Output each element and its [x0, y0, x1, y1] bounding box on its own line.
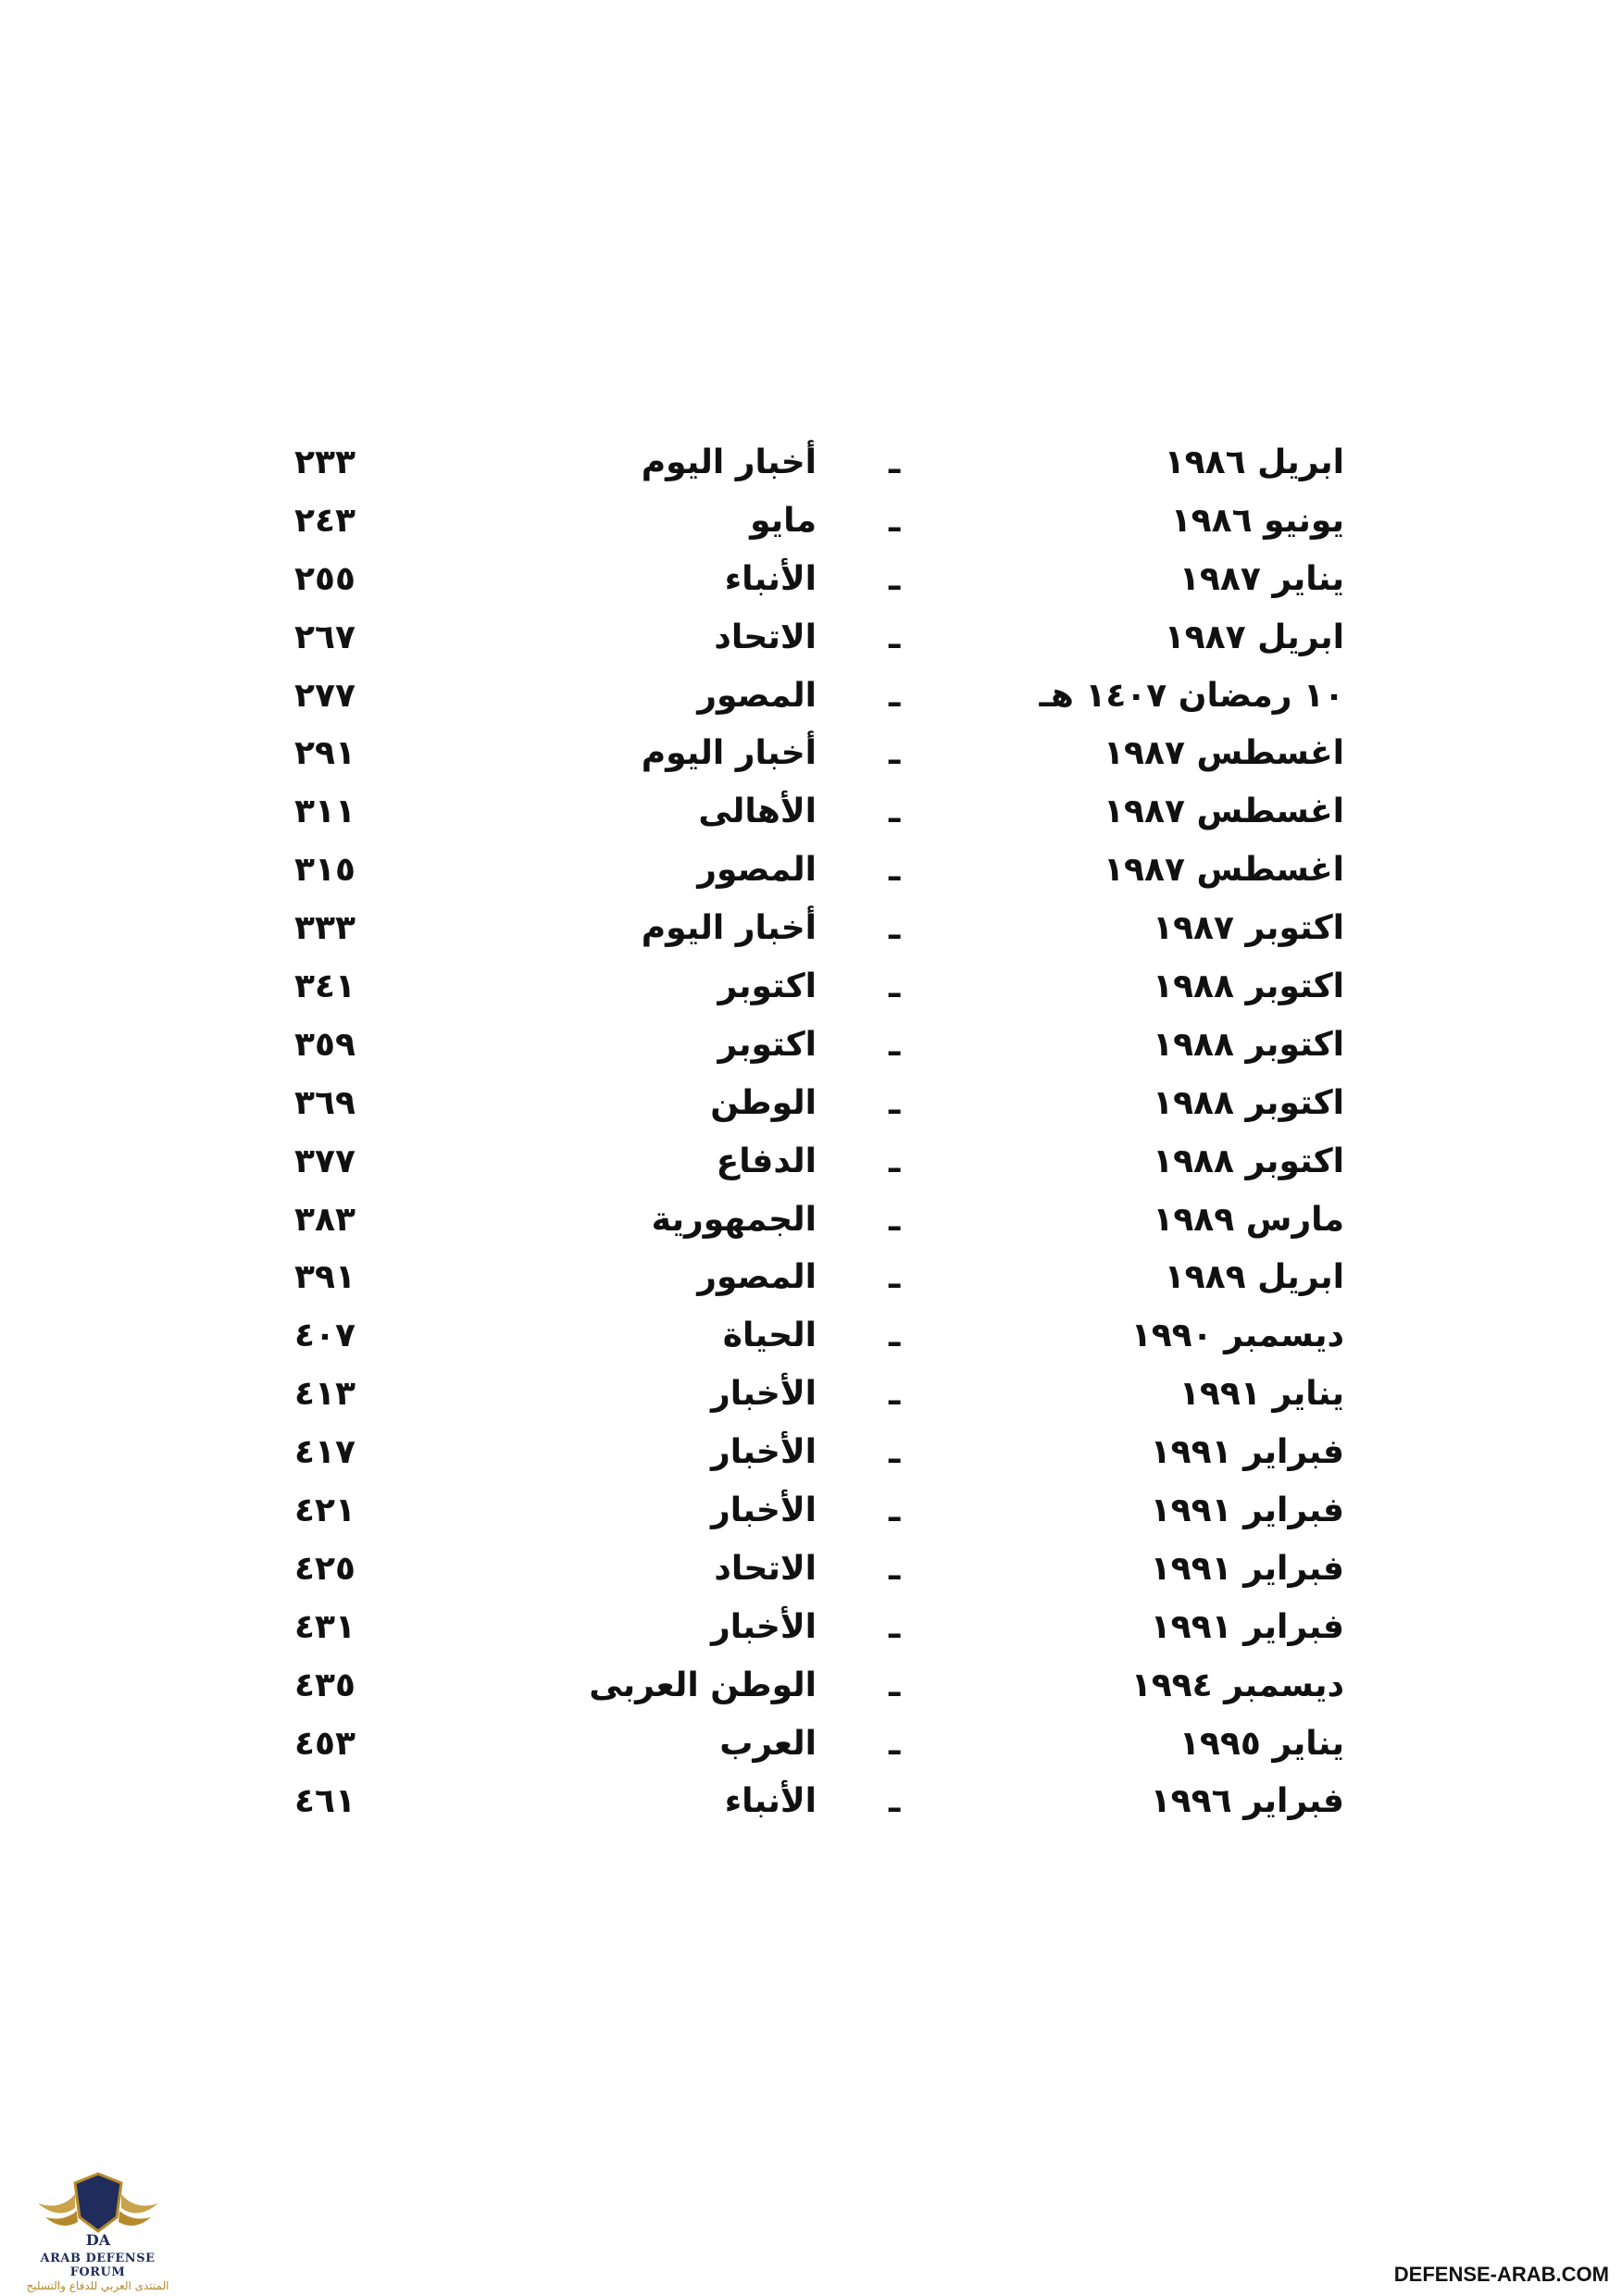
dash-cell: ـ — [889, 1666, 901, 1704]
date-cell: مارس ١٩٨٩ — [1153, 1200, 1344, 1239]
index-row — [0, 676, 1622, 734]
dash-cell: ـ — [889, 967, 901, 1006]
index-row — [0, 1724, 1622, 1782]
logo-mark: DA — [85, 2231, 110, 2249]
page-cell: ٣٦٩ — [294, 1083, 356, 1122]
index-row — [0, 1432, 1622, 1491]
index-row — [0, 792, 1622, 850]
source-cell: الحياة — [722, 1316, 817, 1355]
source-cell: أخبار اليوم — [641, 909, 817, 948]
source-cell: الاتحاد — [714, 618, 817, 656]
date-cell: يونيو ١٩٨٦ — [1170, 501, 1344, 540]
dash-cell: ـ — [889, 1142, 901, 1180]
dash-cell: ـ — [889, 1433, 901, 1472]
source-cell: الوطن — [710, 1083, 817, 1122]
source-cell: الأخبار — [710, 1375, 817, 1414]
page-cell: ٢٤٣ — [294, 501, 356, 540]
index-row — [0, 908, 1622, 967]
page-cell: ٤٣٥ — [294, 1666, 356, 1704]
date-cell: ابريل ١٩٨٩ — [1164, 1258, 1344, 1297]
site-url: DEFENSE-ARAB.COM — [1393, 2263, 1609, 2286]
dash-cell: ـ — [889, 1258, 901, 1297]
index-row — [0, 1316, 1622, 1374]
date-cell: فبراير ١٩٩١ — [1150, 1549, 1344, 1588]
dash-cell: ـ — [889, 792, 901, 831]
date-cell: ابريل ١٩٨٦ — [1164, 443, 1344, 481]
dash-cell: ـ — [889, 1607, 901, 1646]
page-cell: ٣١١ — [294, 792, 356, 831]
dash-cell: ـ — [889, 1782, 901, 1821]
source-cell: المصور — [697, 1258, 817, 1297]
dash-cell: ـ — [889, 1200, 901, 1239]
dash-cell: ـ — [889, 1491, 901, 1530]
date-cell: ١٠ رمضان ١٤٠٧ هـ — [1039, 676, 1344, 715]
logo-name: ARAB DEFENSE FORUM — [40, 2252, 156, 2279]
page-cell: ٢٥٥ — [294, 559, 356, 598]
date-cell: فبراير ١٩٩١ — [1150, 1491, 1344, 1530]
index-row — [0, 1142, 1622, 1200]
source-cell: العرب — [719, 1724, 817, 1763]
dash-cell: ـ — [889, 443, 901, 481]
page-cell: ٤١٧ — [294, 1433, 356, 1472]
date-cell: اغسطس ١٩٨٧ — [1104, 734, 1344, 773]
dash-cell: ـ — [889, 1375, 901, 1414]
index-row — [0, 1257, 1622, 1316]
date-cell: يناير ١٩٨٧ — [1179, 559, 1344, 598]
index-row — [0, 967, 1622, 1025]
dash-cell: ـ — [889, 1316, 901, 1355]
index-row — [0, 1781, 1622, 1840]
source-cell: الأخبار — [710, 1491, 817, 1530]
index-row — [0, 733, 1622, 792]
source-cell: الأنباء — [724, 559, 817, 598]
page-cell: ٢٧٧ — [294, 676, 356, 715]
dash-cell: ـ — [889, 909, 901, 948]
index-row — [0, 1025, 1622, 1083]
source-cell: مايو — [750, 501, 817, 540]
date-cell: يناير ١٩٩٥ — [1179, 1724, 1344, 1763]
index-row — [0, 501, 1622, 559]
page-cell: ٤٣١ — [294, 1607, 356, 1646]
page-cell: ٣٨٣ — [294, 1200, 356, 1239]
date-cell: ابريل ١٩٨٧ — [1164, 618, 1344, 656]
page-cell: ٣٣٣ — [294, 909, 356, 948]
date-cell: اكتوبر ١٩٨٨ — [1153, 1025, 1344, 1064]
page-cell: ٢٩١ — [294, 734, 356, 773]
date-cell: اغسطس ١٩٨٧ — [1104, 851, 1344, 890]
index-row — [0, 618, 1622, 676]
dash-cell: ـ — [889, 676, 901, 715]
forum-logo — [17, 2166, 179, 2291]
date-cell: اكتوبر ١٩٨٨ — [1153, 1083, 1344, 1122]
source-cell: الأنباء — [724, 1782, 817, 1821]
date-cell: ديسمبر ١٩٩٤ — [1130, 1666, 1344, 1704]
index-row — [0, 1491, 1622, 1549]
index-row — [0, 443, 1622, 501]
page-cell: ٣١٥ — [294, 851, 356, 890]
index-row — [0, 1374, 1622, 1432]
source-cell: الأهالى — [698, 792, 817, 831]
date-cell: فبراير ١٩٩١ — [1150, 1433, 1344, 1472]
page-cell: ٤٢١ — [294, 1491, 356, 1530]
source-cell: الدفاع — [716, 1142, 817, 1180]
page-cell: ٤١٣ — [294, 1375, 356, 1414]
source-cell: اكتوبر — [717, 1025, 817, 1064]
dash-cell: ـ — [889, 734, 901, 773]
dash-cell: ـ — [889, 851, 901, 890]
date-cell: اغسطس ١٩٨٧ — [1104, 792, 1344, 831]
wings-shield-icon — [29, 2166, 168, 2252]
logo-arabic: المنتدى العربي للدفاع والتسليح — [26, 2279, 169, 2292]
date-cell: ديسمبر ١٩٩٠ — [1130, 1316, 1344, 1355]
page-cell: ٤٢٥ — [294, 1549, 356, 1588]
page-cell: ٤٦١ — [294, 1782, 356, 1821]
source-cell: اكتوبر — [717, 967, 817, 1006]
source-cell: الاتحاد — [714, 1549, 817, 1588]
page-cell: ٢٦٧ — [294, 618, 356, 656]
dash-cell: ـ — [889, 559, 901, 598]
page-cell: ٣٧٧ — [294, 1142, 356, 1180]
source-cell: أخبار اليوم — [641, 734, 817, 773]
dash-cell: ـ — [889, 1724, 901, 1763]
source-cell: المصور — [697, 851, 817, 890]
date-cell: اكتوبر ١٩٨٧ — [1153, 909, 1344, 948]
index-table — [0, 443, 1622, 1840]
source-cell: المصور — [697, 676, 817, 715]
source-cell: أخبار اليوم — [641, 443, 817, 481]
date-cell: يناير ١٩٩١ — [1179, 1375, 1344, 1414]
source-cell: الأخبار — [710, 1607, 817, 1646]
dash-cell: ـ — [889, 1025, 901, 1064]
index-row — [0, 850, 1622, 908]
dash-cell: ـ — [889, 618, 901, 656]
index-row — [0, 1549, 1622, 1607]
index-row — [0, 559, 1622, 618]
page-cell: ٣٤١ — [294, 967, 356, 1006]
page-cell: ٣٩١ — [294, 1258, 356, 1297]
source-cell: الجمهورية — [651, 1200, 817, 1239]
date-cell: اكتوبر ١٩٨٨ — [1153, 1142, 1344, 1180]
page-cell: ٣٥٩ — [294, 1025, 356, 1064]
dash-cell: ـ — [889, 1549, 901, 1588]
date-cell: فبراير ١٩٩٦ — [1150, 1782, 1344, 1821]
date-cell: فبراير ١٩٩١ — [1150, 1607, 1344, 1646]
source-cell: الأخبار — [710, 1433, 817, 1472]
index-row — [0, 1607, 1622, 1666]
index-row — [0, 1083, 1622, 1142]
dash-cell: ـ — [889, 501, 901, 540]
page-cell: ٢٣٣ — [294, 443, 356, 481]
index-row — [0, 1666, 1622, 1724]
date-cell: اكتوبر ١٩٨٨ — [1153, 967, 1344, 1006]
page-cell: ٤٠٧ — [294, 1316, 356, 1355]
dash-cell: ـ — [889, 1083, 901, 1122]
source-cell: الوطن العربى — [589, 1666, 817, 1704]
page-cell: ٤٥٣ — [294, 1724, 356, 1763]
index-row — [0, 1200, 1622, 1258]
